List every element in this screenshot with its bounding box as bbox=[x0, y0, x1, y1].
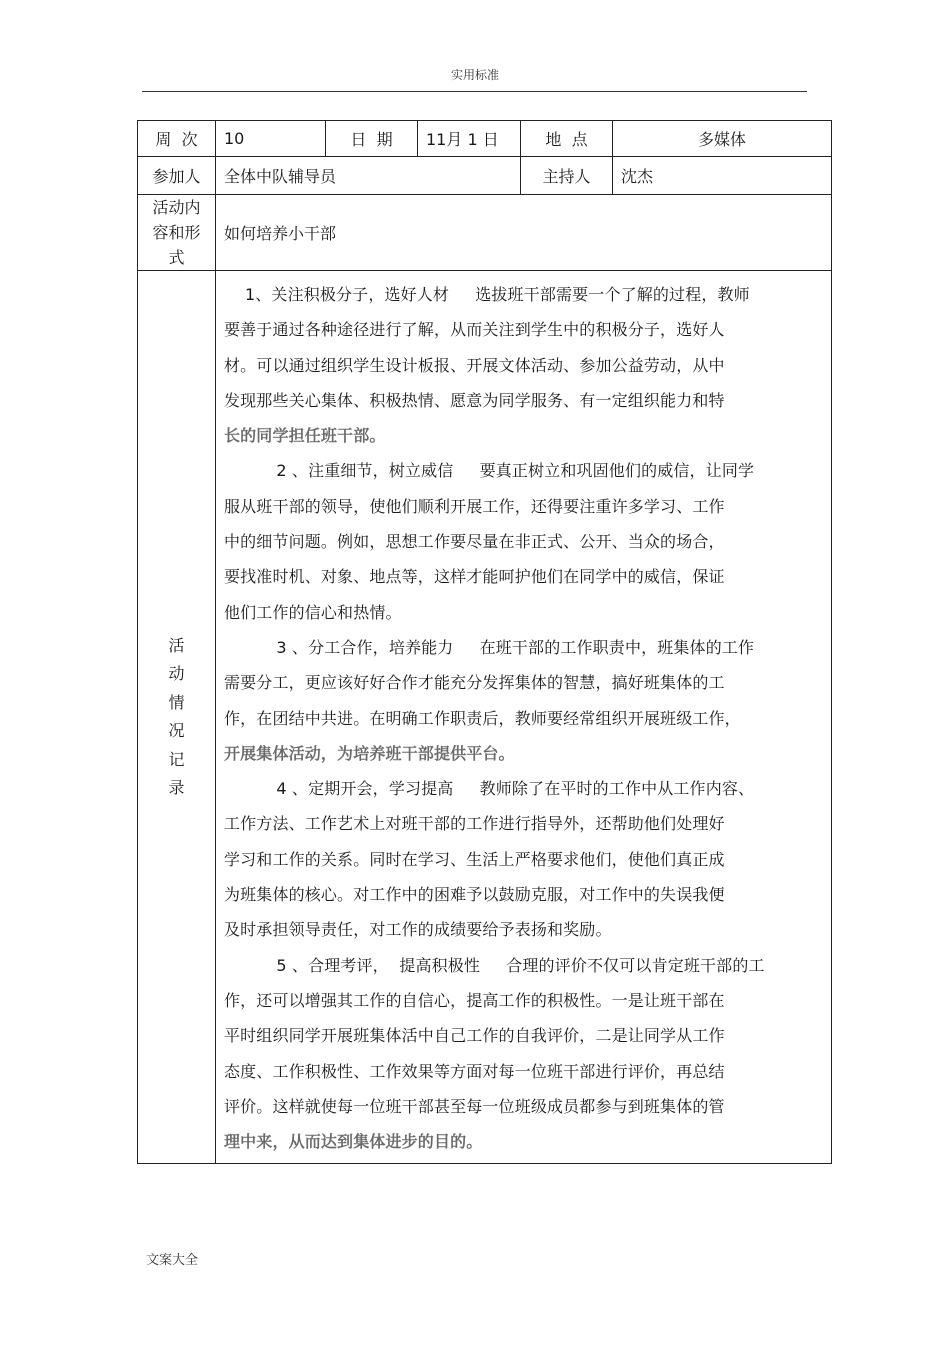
activity-record-label-char: 活 bbox=[168, 635, 185, 655]
record-line: 为班集体的核心。对工作中的困难予以鼓励克服，对工作中的失误我便 bbox=[224, 885, 725, 905]
record-line: 5 、合理考评， 提高积极性 合理的评价不仅可以肯定班干部的工 bbox=[224, 955, 765, 975]
record-line: 发现那些关心集体、积极热情、愿意为同学服务、有一定组织能力和特 bbox=[224, 390, 725, 410]
record-line: 要善于通过各种途径进行了解，从而关注到学生中的积极分子，选好人 bbox=[224, 320, 725, 340]
record-line: 2 、注重细节，树立威信 要真正树立和巩固他们的威信，让同学 bbox=[224, 461, 755, 481]
page-footer-text: 文案大全 bbox=[146, 1253, 199, 1268]
place-label: 地 点 bbox=[521, 121, 613, 157]
record-line: 开展集体活动，为培养班干部提供平台。 bbox=[224, 743, 515, 763]
record-line: 平时组织同学开展班集体活中自己工作的自我评价，二是让同学从工作 bbox=[224, 1026, 725, 1046]
record-line: 材。可以通过组织学生设计板报、开展文体活动、参加公益劳动，从中 bbox=[224, 355, 725, 375]
activity-record-label bbox=[138, 271, 216, 1164]
week-value: 10 bbox=[216, 121, 326, 157]
activity-record-label-char: 动 bbox=[168, 664, 185, 684]
record-line: 3 、分工合作，培养能力 在班干部的工作职责中，班集体的工作 bbox=[224, 637, 755, 657]
content-form-value: 如何培养小干部 bbox=[216, 195, 832, 271]
activity-record-label-char: 记 bbox=[168, 749, 185, 769]
activity-record-label-char: 况 bbox=[168, 721, 185, 741]
row-participants-host bbox=[138, 157, 832, 195]
record-line: 长的同学担任班干部。 bbox=[224, 426, 386, 446]
activity-record-label-char: 情 bbox=[168, 692, 185, 712]
date-value: 11月 1 日 bbox=[418, 121, 521, 157]
content-form-label bbox=[138, 195, 216, 271]
record-line: 学习和工作的关系。同时在学习、生活上严格要求他们，使他们真正成 bbox=[224, 849, 725, 869]
activity-record-table bbox=[137, 120, 832, 1164]
record-line: 及时承担领导责任，对工作的成绩要给予表扬和奖励。 bbox=[224, 920, 612, 940]
record-line: 工作方法、工作艺术上对班干部的工作进行指导外，还帮助他们处理好 bbox=[224, 814, 725, 834]
record-line: 要找准时机、对象、地点等，这样才能呵护他们在同学中的威信，保证 bbox=[224, 567, 725, 587]
content-form-label-line: 式 bbox=[168, 248, 185, 267]
content-form-label-line: 容和形 bbox=[152, 223, 201, 242]
host-value: 沈杰 bbox=[613, 157, 832, 195]
record-line: 1、关注积极分子，选好人材 选拔班干部需要一个了解的过程，教师 bbox=[224, 285, 750, 304]
record-line: 理中来，从而达到集体进步的目的。 bbox=[224, 1132, 483, 1152]
content-form-label-line: 活动内 bbox=[152, 198, 201, 217]
record-line: 作，在团结中共进。在明确工作职责后，教师要经常组织开展班级工作， bbox=[224, 708, 741, 728]
participants-value: 全体中队辅导员 bbox=[216, 157, 521, 195]
page-header-title: 实用标准 bbox=[450, 68, 499, 82]
week-label: 周 次 bbox=[138, 121, 216, 157]
activity-record-content bbox=[216, 271, 832, 1164]
date-label: 日 期 bbox=[326, 121, 418, 157]
row-week-date-place bbox=[138, 121, 832, 157]
record-line: 态度、工作积极性、工作效果等方面对每一位班干部进行评价，再总结 bbox=[224, 1061, 725, 1081]
place-value: 多媒体 bbox=[613, 121, 832, 157]
record-line: 作，还可以增强其工作的自信心，提高工作的积极性。一是让班干部在 bbox=[224, 990, 725, 1010]
header-divider bbox=[142, 91, 807, 92]
record-line: 4 、定期开会，学习提高 教师除了在平时的工作中从工作内容、 bbox=[224, 779, 755, 799]
record-line: 中的细节问题。例如，思想工作要尽量在非正式、公开、当众的场合， bbox=[224, 532, 725, 552]
record-line: 评价。这样就使每一位班干部甚至每一位班级成员都参与到班集体的管 bbox=[224, 1096, 725, 1116]
record-line: 服从班干部的领导，使他们顺利开展工作，还得要注重许多学习、工作 bbox=[224, 496, 725, 516]
record-line: 需要分工，更应该好好合作才能充分发挥集体的智慧，搞好班集体的工 bbox=[224, 673, 725, 693]
activity-record-label-char: 录 bbox=[168, 778, 185, 798]
row-activity-record bbox=[138, 271, 832, 1164]
record-line: 他们工作的信心和热情。 bbox=[224, 602, 402, 622]
host-label: 主持人 bbox=[521, 157, 613, 195]
participants-label: 参加人 bbox=[138, 157, 216, 195]
row-content-form bbox=[138, 195, 832, 271]
